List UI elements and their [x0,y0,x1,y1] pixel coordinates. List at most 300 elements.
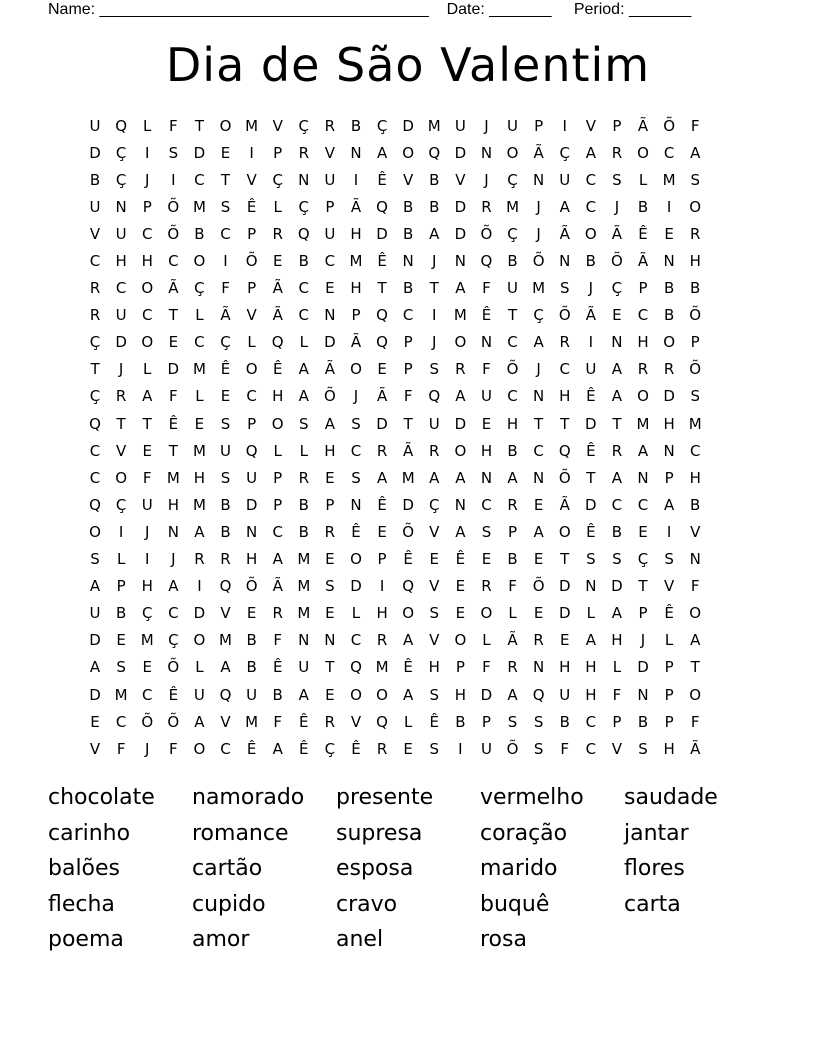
grid-letter: C [141,306,153,325]
grid-letter: C [298,306,310,325]
grid-letter: V [585,116,596,135]
grid-letter: D [454,197,467,216]
grid-letter: P [325,495,335,514]
grid-letter: L [664,631,674,650]
grid-letter: U [324,224,336,243]
grid-letter: C [272,522,283,541]
grid-letter: Ã [272,279,283,298]
grid-letter: N [559,252,571,271]
grid-letter: Ê [351,522,361,541]
grid-letter: Ç [559,143,570,162]
grid-letter: B [403,197,414,216]
grid-letter: S [299,414,309,433]
grid-letter: H [428,658,440,677]
grid-letter: A [376,468,388,487]
grid-letter: V [403,170,414,189]
grid-letter: R [298,143,310,162]
grid-letter: Ç [89,333,101,352]
grid-letter: B [559,712,570,731]
grid-letter: L [586,604,595,623]
grid-letter: O [350,550,362,569]
grid-letter: E [455,604,466,623]
grid-letter: Ã [507,631,518,650]
grid-letter: R [324,522,336,541]
grid-letter: E [168,333,179,352]
grid-letter: P [273,495,283,514]
grid-letter: U [585,360,597,379]
grid-letter: A [455,468,466,487]
grid-letter: I [145,143,150,162]
grid-letter: Q [271,333,284,352]
grid-letter: Õ [167,197,180,216]
grid-letter: Ã [585,306,596,325]
grid-letter: D [558,604,571,623]
grid-letter: B [429,197,440,216]
grid-letter: C [689,441,701,460]
grid-letter: E [220,143,231,162]
grid-letter: B [403,224,414,243]
grid-letter: C [115,712,127,731]
grid-letter: O [663,333,676,352]
grid-letter: Õ [532,252,545,271]
grid-letter: Ç [298,197,310,216]
grid-letter: C [533,441,544,460]
grid-letter: O [245,360,258,379]
grid-letter: I [666,197,672,216]
grid-letter: M [349,252,363,271]
grid-letter: P [638,604,648,623]
grid-letter: O [350,360,362,379]
grid-letter: A [89,658,101,677]
grid-letter: Ã [403,441,414,460]
grid-letter: F [169,387,178,406]
grid-letter: S [481,522,492,541]
grid-letter: U [507,116,519,135]
grid-letter: F [273,631,283,650]
grid-letter: Ç [272,170,283,189]
word-bank-item: flecha [48,891,115,917]
grid-letter: V [611,739,623,758]
grid-letter: P [325,197,335,216]
grid-letter: S [664,550,674,569]
grid-letter: U [428,414,440,433]
grid-letter: O [637,143,649,162]
grid-letter: Ê [272,360,283,379]
word-bank [48,780,768,958]
grid-letter: N [611,333,623,352]
grid-letter: Q [428,143,441,162]
grid-letter: B [429,170,440,189]
grid-letter: Ã [611,224,623,243]
grid-letter: Q [115,116,128,135]
grid-letter: P [690,333,700,352]
grid-letter: A [611,468,623,487]
grid-letter: E [481,550,492,569]
grid-letter: L [273,441,282,460]
grid-letter: M [114,685,128,704]
grid-letter: M [219,631,232,650]
grid-letter: B [507,441,518,460]
grid-letter: E [325,468,335,487]
grid-letter: N [480,143,493,162]
grid-letter: Ç [507,170,518,189]
grid-letter: O [271,414,284,433]
grid-letter: T [612,414,622,433]
grid-letter: Q [89,495,101,514]
grid-letter: M [297,604,311,623]
grid-letter: B [220,495,231,514]
grid-letter: N [324,631,336,650]
grid-letter: C [168,252,179,271]
grid-letter: R [220,550,231,569]
grid-letter: F [690,577,700,596]
grid-letter: A [168,577,179,596]
grid-letter: C [663,143,675,162]
grid-letter: E [194,414,205,433]
grid-letter: U [115,306,127,325]
grid-letter: B [298,252,309,271]
grid-letter: T [586,468,596,487]
grid-letter: Ê [168,414,179,433]
grid-letter: A [429,468,440,487]
grid-letter: V [246,170,257,189]
grid-letter: U [298,658,310,677]
grid-letter: N [480,468,493,487]
grid-letter: E [142,441,152,460]
grid-letter: S [533,712,544,731]
grid-letter: R [559,333,570,352]
grid-letter: U [246,468,258,487]
grid-letter: B [246,658,257,677]
grid-letter: T [194,116,204,135]
grid-letter: S [429,685,440,704]
grid-letter: B [298,522,309,541]
grid-letter: Ê [481,306,492,325]
grid-letter: C [637,306,649,325]
grid-letter: L [143,116,152,135]
grid-letter: D [89,631,101,650]
grid-letter: T [168,306,178,325]
grid-letter: N [402,252,414,271]
grid-letter: M [166,468,180,487]
grid-letter: A [690,631,701,650]
grid-letter: H [585,658,597,677]
word-bank-item: cupido [192,891,266,917]
grid-letter: N [663,252,675,271]
grid-letter: P [377,550,387,569]
grid-letter: E [325,550,335,569]
grid-letter: F [508,577,517,596]
grid-letter: D [611,577,623,596]
grid-letter: H [663,414,675,433]
grid-letter: A [507,468,518,487]
grid-letter: I [458,739,463,758]
grid-letter: A [298,685,309,704]
grid-letter: N [454,252,466,271]
grid-letter: R [324,712,336,731]
grid-letter: E [429,550,439,569]
grid-letter: T [168,441,178,460]
grid-letter: Õ [663,116,676,135]
grid-letter: Ê [246,739,257,758]
grid-letter: P [247,224,257,243]
grid-letter: Õ [245,577,258,596]
grid-letter: Õ [245,252,258,271]
grid-letter: D [402,116,414,135]
grid-letter: V [429,522,440,541]
grid-letter: Õ [167,658,180,677]
grid-letter: T [116,414,126,433]
grid-letter: S [586,550,596,569]
word-bank-item: cartão [192,856,263,882]
grid-letter: H [141,252,153,271]
grid-letter: B [272,685,283,704]
grid-letter: C [246,387,257,406]
grid-letter: U [89,116,101,135]
grid-letter: M [245,712,259,731]
grid-letter: N [637,685,649,704]
grid-letter: C [585,739,597,758]
grid-letter: R [376,739,388,758]
page-title: Dia de São Valentim [165,38,651,92]
grid-letter: C [507,387,518,406]
grid-letter: O [454,333,467,352]
grid-letter: C [115,279,127,298]
grid-letter: N [533,387,545,406]
grid-letter: Ê [299,739,309,758]
grid-letter: B [663,306,675,325]
grid-letter: Q [350,658,362,677]
grid-letter: P [534,116,544,135]
grid-letter: O [89,522,101,541]
grid-letter: B [663,279,675,298]
grid-letter: Ç [507,224,518,243]
grid-letter: C [585,197,597,216]
grid-letter: A [533,522,544,541]
grid-letter: M [140,631,154,650]
grid-letter: J [536,224,541,243]
grid-letter: Ê [377,170,387,189]
grid-letter: H [663,739,675,758]
grid-letter: Ã [220,306,231,325]
grid-letter: Ã [559,224,570,243]
grid-letter: L [195,306,204,325]
grid-letter: J [145,170,150,189]
grid-letter: O [454,631,467,650]
grid-letter: C [585,712,597,731]
grid-letter: S [168,143,179,162]
worksheet-header [48,0,748,20]
grid-letter: T [325,658,335,677]
grid-letter: L [247,333,256,352]
grid-letter: H [689,468,701,487]
grid-letter: S [429,360,440,379]
grid-letter: Ç [376,116,388,135]
grid-letter: N [115,197,127,216]
grid-letter: I [118,522,124,541]
grid-letter: B [115,604,127,623]
grid-letter: L [638,170,648,189]
grid-letter: S [533,739,544,758]
word-bank-item: vermelho [480,785,584,811]
word-bank-item: namorado [192,785,305,811]
grid-letter: R [272,604,283,623]
grid-letter: B [220,522,231,541]
word-bank-item: flores [624,856,685,882]
grid-letter: D [193,604,206,623]
grid-letter: S [90,550,100,569]
grid-letter: Ã [350,197,362,216]
grid-letter: Õ [323,387,336,406]
grid-letter: Ê [220,360,231,379]
grid-letter: M [401,468,415,487]
grid-letter: S [559,279,570,298]
grid-letter: Ê [586,441,596,460]
grid-letter: E [325,279,335,298]
grid-letter: H [115,252,127,271]
grid-letter: P [664,468,674,487]
grid-letter: H [559,658,571,677]
grid-letter: T [220,170,231,189]
grid-letter: N [324,306,336,325]
grid-letter: N [480,333,493,352]
grid-letter: T [377,279,387,298]
grid-letter: P [455,658,465,677]
grid-letter: H [480,441,493,460]
grid-letter: O [506,143,519,162]
word-bank-item: esposa [336,856,414,882]
grid-letter: A [403,631,414,650]
grid-letter: A [690,143,701,162]
grid-letter: M [192,360,206,379]
word-bank-item: cravo [336,891,398,917]
grid-letter: H [454,685,466,704]
grid-letter: P [403,333,413,352]
grid-letter: L [195,387,204,406]
word-bank-item: carinho [48,820,131,846]
grid-letter: A [559,197,570,216]
grid-letter: D [89,143,101,162]
grid-letter: F [690,116,700,135]
grid-letter: F [169,116,178,135]
grid-letter: E [90,712,100,731]
grid-letter: Ç [533,306,544,325]
grid-letter: P [351,306,361,325]
grid-letter: D [376,414,388,433]
grid-letter: Ç [429,495,440,514]
grid-letter: T [560,550,570,569]
grid-letter: Ê [586,387,596,406]
grid-letter: A [324,414,336,433]
grid-letter: Õ [167,712,180,731]
grid-letter: Ê [377,252,387,271]
grid-letter: E [142,658,152,677]
grid-letter: Õ [532,577,545,596]
grid-letter: Q [219,685,232,704]
grid-letter: H [611,631,623,650]
grid-letter: S [507,712,518,731]
grid-letter: I [379,577,385,596]
grid-letter: A [142,387,153,406]
grid-letter: E [325,604,335,623]
grid-letter: C [194,333,205,352]
grid-letter: Q [402,577,415,596]
grid-letter: C [89,441,101,460]
grid-letter: V [89,224,101,243]
grid-letter: E [377,360,387,379]
grid-letter: J [145,522,150,541]
grid-letter: R [637,360,649,379]
grid-letter: J [588,279,594,298]
grid-letter: B [298,495,309,514]
word-bank-item: presente [336,785,434,811]
grid-letter: C [298,279,310,298]
grid-letter: Q [376,333,388,352]
grid-letter: S [690,387,700,406]
grid-letter: L [403,712,413,731]
grid-letter: V [350,712,362,731]
grid-letter: L [612,658,622,677]
grid-letter: C [350,441,362,460]
grid-letter: P [403,360,413,379]
grid-letter: A [298,387,309,406]
grid-letter: D [454,224,467,243]
word-bank-item: rosa [480,927,527,953]
grid-letter: I [588,333,594,352]
grid-letter: L [482,631,491,650]
grid-letter: B [507,252,518,271]
grid-letter: U [193,685,205,704]
grid-letter: F [560,739,570,758]
grid-letter: A [429,224,440,243]
grid-letter: S [429,604,440,623]
grid-letter: B [690,495,701,514]
grid-letter: D [376,224,388,243]
grid-letter: C [89,468,101,487]
grid-letter: Ã [324,360,336,379]
grid-letter: Q [219,577,232,596]
word-bank-item: marido [480,856,558,882]
grid-letter: P [247,279,257,298]
grid-letter: O [689,685,702,704]
grid-letter: F [221,279,230,298]
grid-letter: V [220,604,231,623]
grid-letter: A [376,143,388,162]
grid-letter: V [220,712,231,731]
grid-letter: H [245,550,258,569]
grid-letter: S [220,197,231,216]
grid-letter: B [611,522,623,541]
grid-letter: N [167,522,179,541]
grid-letter: Ã [272,577,283,596]
grid-letter: M [636,414,650,433]
grid-letter: Q [532,685,545,704]
word-bank-item: carta [624,891,681,917]
grid-letter: U [454,116,466,135]
grid-letter: O [219,116,232,135]
grid-letter: N [350,495,362,514]
grid-letter: D [245,495,258,514]
grid-letter: R [663,360,675,379]
grid-letter: U [141,495,153,514]
grid-letter: Ç [324,739,336,758]
grid-letter: Ç [115,143,127,162]
grid-letter: F [482,658,491,677]
grid-letter: R [89,306,101,325]
grid-letter: J [145,739,150,758]
grid-letter: Q [89,414,101,433]
grid-letter: Õ [167,224,180,243]
